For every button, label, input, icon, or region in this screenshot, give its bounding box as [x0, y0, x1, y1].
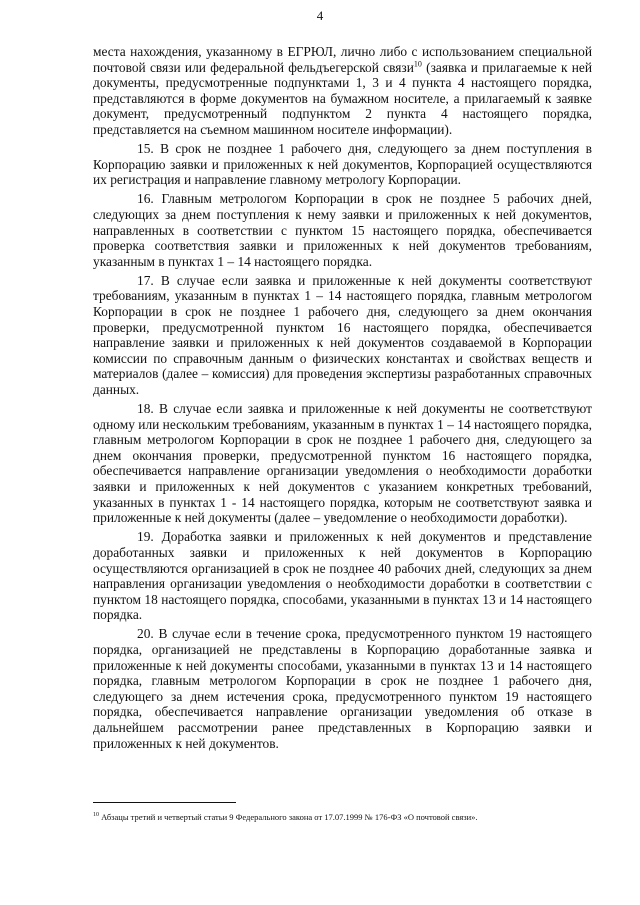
- paragraph-17: 17. В случае если заявка и приложенные к ней документы соответствуют требованиям, указанным в пунктах 1 – 14 настоящего порядка, главным метрологом Корпорации в срок не позднее 1 рабочего дня, следующего за днем окончания проверки, предусмотренной пунктом 16 настоящего порядка, обеспечивается направление заявки и приложенных к ней документов создаваемой в Корпорации комиссии по справочным данным о физических константах и свойствах веществ и материалов (далее – комиссия) для проведения экспертизы разработанных справочных данных.: [93, 272, 592, 397]
- footnote-marker: 10: [93, 812, 99, 819]
- page-number: 4: [316, 8, 324, 23]
- footnote-divider: [93, 802, 236, 803]
- paragraph-continuation: [93, 44, 592, 138]
- footnote: [93, 812, 592, 823]
- footnote-reference: 10: [413, 59, 422, 69]
- footnote-text: Абзацы третий и четвертый статьи 9 Федерального закона от 17.07.1999 № 176-ФЗ «О почтовой связи».: [99, 812, 478, 822]
- paragraph-16: 16. Главным метрологом Корпорации в срок не позднее 5 рабочих дней, следующих за днем поступления к нему заявки и приложенных к ней документов, направленных в соответствии с пунктом 15 настоящего порядка, обеспечивается проверка соответствия заявки и приложенных к ней документов требованиям, указанным в пунктах 1 – 14 настоящего порядка.: [93, 191, 592, 269]
- paragraph-20: 20. В случае если в течение срока, предусмотренного пунктом 19 настоящего порядка, организацией не представлены в Корпорацию доработанные заявка и приложенные к ней документы способами, указанными в пунктах 13 и 14 настоящего порядка, главным метрологом Корпорации в срок не позднее 1 рабочего дня, следующего за днем истечения срока, предусмотренного пунктом 19 настоящего порядка, обеспечивается направление организации уведомления об отказе в дальнейшем рассмотрении ранее представленных в Корпорацию заявки и приложенных к ней документов.: [93, 626, 592, 751]
- paragraph-19: 19. Доработка заявки и приложенных к ней документов и представление доработанных заявки и приложенных к ней документов в Корпорацию осуществляются организацией в срок не позднее 40 рабочих дней, следующих за днем направления организации уведомления о необходимости доработки в соответствии с пунктом 18 настоящего порядка, способами, указанными в пунктах 13 и 14 настоящего порядка.: [93, 529, 592, 623]
- paragraph-18: 18. В случае если заявка и приложенные к ней документы не соответствуют одному или нескольким требованиям, указанным в пунктах 1 – 14 настоящего порядка, главным метрологом Корпорации в срок не позднее 1 рабочего дня, следующего за днем окончания проверки, предусмотренной пунктом 16 настоящего порядка, обеспечивается направление организации уведомления о необходимости доработки заявки и приложенных к ней документов с указанием конкретных требований, указанных в пунктах 1 - 14 настоящего порядка, которым не соответствуют заявка и приложенные к ней документы (далее – уведомление о необходимости доработки).: [93, 401, 592, 526]
- document-body: [93, 44, 592, 755]
- paragraph-15: 15. В срок не позднее 1 рабочего дня, следующего за днем поступления в Корпорацию заявки и приложенных к ней документов, Корпорацией осуществляются их регистрация и направление главному метрологу Корпорации.: [93, 141, 592, 188]
- paragraph-text: места нахождения, указанному в ЕГРЮЛ, лично либо с использованием специальной почтовой связи или федеральной фельдъегерской связи: [93, 44, 592, 75]
- paragraph-text-tail: (заявка и прилагаемые к ней документы, предусмотренные подпунктами 1, 3 и 4 пункта 4 настоящего порядка, представляются в форме документов на бумажном носителе, а прилагаемый к заявке документ, предусмотренный подпунктом 2 пункта 4 настоящего порядка, представляется на съемном машинном носителе информации).: [93, 59, 592, 137]
